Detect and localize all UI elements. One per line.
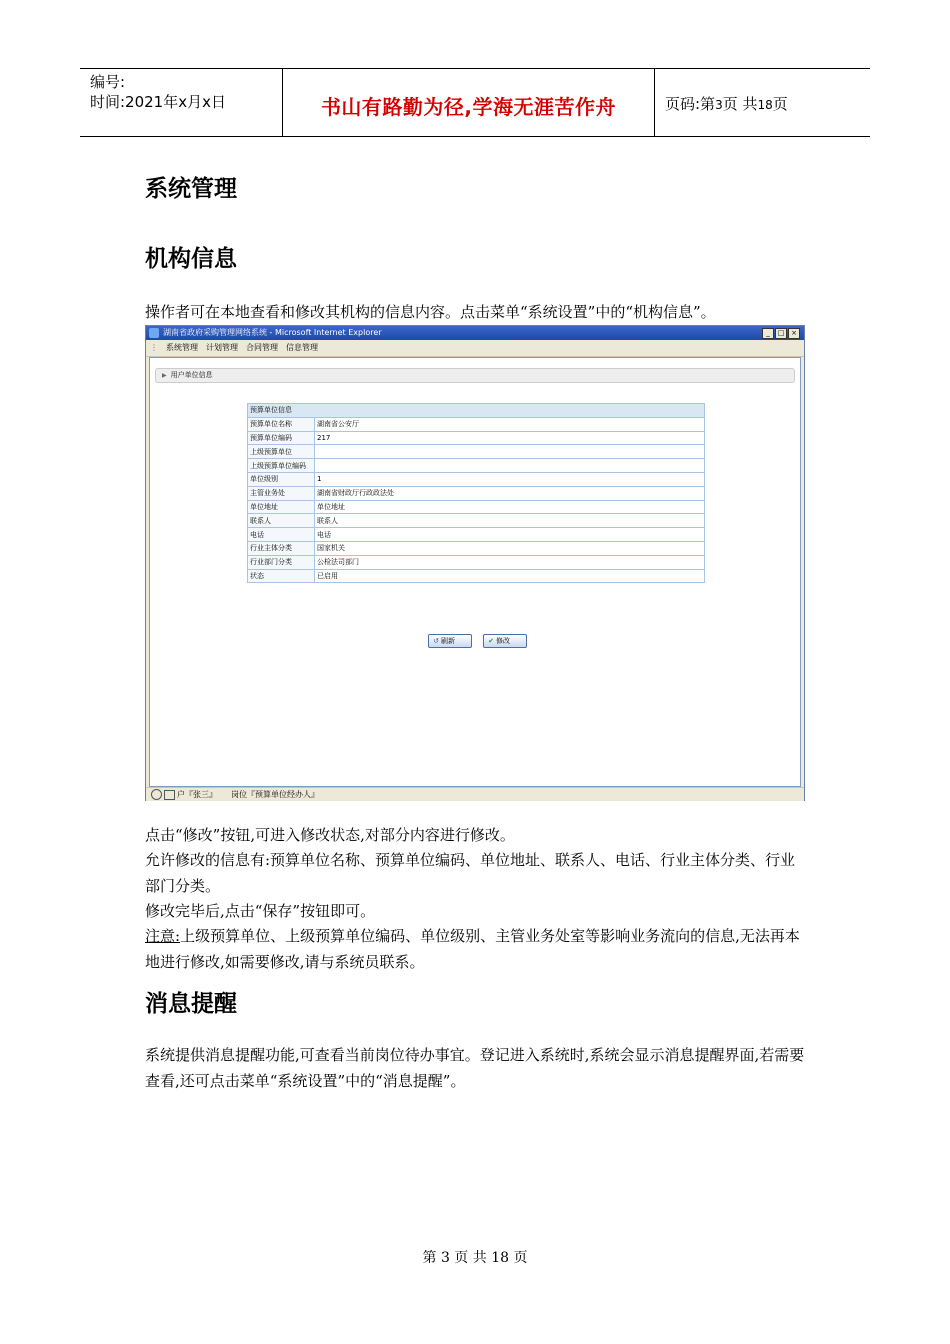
table-row <box>248 417 705 431</box>
field-label: 联系人 <box>248 514 315 528</box>
table-row <box>248 472 705 486</box>
table-row <box>248 500 705 514</box>
edit-label: 修改 <box>496 637 510 645</box>
table-row <box>248 528 705 542</box>
message-paragraph: 系统提供消息提醒功能,可查看当前岗位待办事宜。登记进入系统时,系统会显示消息提醒界面,若需要查看,还可点击菜单“系统设置”中的“消息提醒”。 <box>145 1046 805 1090</box>
page-footer: 第 3 页 共 18 页 <box>422 1250 528 1266</box>
field-value: 已启用 <box>315 569 705 583</box>
heading-system-management: 系统管理 <box>145 176 237 202</box>
field-label: 电话 <box>248 528 315 542</box>
table-row <box>248 486 705 500</box>
field-value: 联系人 <box>315 514 705 528</box>
note-paragraph <box>145 924 810 975</box>
time-label: 时间:2021年x月x日 <box>90 93 226 111</box>
motto: 书山有路勤为径,学海无涯苦作舟 <box>320 95 617 119</box>
table-row <box>248 569 705 583</box>
field-value: 国家机关 <box>315 541 705 555</box>
menu-bar <box>146 340 804 357</box>
status-user: 户『张三』 <box>177 790 217 799</box>
refresh-icon: ↺ <box>433 637 439 645</box>
note-label: 注意: <box>145 927 181 945</box>
page-prefix: 页码:第 <box>665 95 716 113</box>
window-title: 湖南省政府采购管理网络系统 - Microsoft Internet Explorer <box>163 328 382 337</box>
status-post: 岗位『预算单位经办人』 <box>231 790 319 799</box>
header-page-cell <box>655 69 870 136</box>
field-label: 主管业务处 <box>248 486 315 500</box>
field-value <box>315 445 705 459</box>
refresh-label: 刷新 <box>441 637 455 645</box>
page-mid: 页 共 <box>722 95 758 113</box>
status-bar <box>146 787 804 801</box>
field-value: 公检法司部门 <box>315 555 705 569</box>
client-area <box>149 357 801 787</box>
field-value: 电话 <box>315 528 705 542</box>
panel-title: 用户单位信息 <box>170 371 213 379</box>
page-total: 18 <box>757 98 773 112</box>
menu-item-info[interactable]: 信息管理 <box>286 343 318 352</box>
menu-item-system[interactable]: 系统管理 <box>166 343 198 352</box>
field-label: 单位地址 <box>248 500 315 514</box>
intro-paragraph: 操作者可在本地查看和修改其机构的信息内容。点击菜单“系统设置”中的“机构信息”。 <box>145 303 716 321</box>
table-row <box>248 445 705 459</box>
ie-icon <box>149 328 159 338</box>
field-label: 单位级别 <box>248 472 315 486</box>
page-counter <box>665 93 788 114</box>
field-value: 217 <box>315 431 705 445</box>
field-value: 1 <box>315 472 705 486</box>
unit-info-table <box>247 403 705 583</box>
field-label: 行业主体分类 <box>248 541 315 555</box>
click-edit-paragraph: 点击“修改”按钮,可进入修改状态,对部分内容进行修改。 <box>145 826 515 844</box>
field-label: 上级预算单位 <box>248 445 315 459</box>
field-label: 预算单位名称 <box>248 417 315 431</box>
header-motto-cell <box>283 69 655 136</box>
table-title: 预算单位信息 <box>248 404 705 418</box>
page-suffix: 页 <box>772 95 788 113</box>
page-current: 3 <box>715 98 723 112</box>
note-text: 上级预算单位、上级预算单位编码、单位级别、主管业务处室等影响业务流向的信息,无法再本地进行修改,如需要修改,请与系统员联系。 <box>145 927 800 971</box>
field-label: 上级预算单位编码 <box>248 459 315 473</box>
table-row <box>248 541 705 555</box>
status-user-icon <box>164 790 175 800</box>
field-value: 湖南省财政厅行政政法处 <box>315 486 705 500</box>
table-row <box>248 555 705 569</box>
menu-item-contract[interactable]: 合同管理 <box>246 343 278 352</box>
page-header <box>80 68 870 137</box>
field-value: 单位地址 <box>315 500 705 514</box>
save-paragraph: 修改完毕后,点击“保存”按钮即可。 <box>145 902 376 920</box>
maximize-icon[interactable]: □ <box>775 328 787 339</box>
close-icon[interactable]: × <box>788 328 800 339</box>
checkmark-icon: ✔ <box>488 637 494 645</box>
field-value: 湖南省公安厅 <box>315 417 705 431</box>
expand-arrow-icon: ▶ <box>162 372 167 379</box>
table-header-row <box>248 404 705 418</box>
panel-header[interactable] <box>155 368 795 383</box>
menu-item-plan[interactable]: 计划管理 <box>206 343 238 352</box>
window-titlebar <box>146 326 804 340</box>
field-label: 状态 <box>248 569 315 583</box>
refresh-button[interactable] <box>428 634 472 648</box>
number-label: 编号: <box>90 73 126 91</box>
ie-window-screenshot <box>145 325 805 801</box>
action-buttons <box>428 628 538 648</box>
minimize-icon[interactable]: _ <box>762 328 774 339</box>
edit-button[interactable] <box>483 634 527 648</box>
table-row <box>248 431 705 445</box>
menu-grip-icon: ⋮ <box>150 343 158 352</box>
status-globe-icon <box>151 789 162 800</box>
heading-message-reminder: 消息提醒 <box>145 991 237 1017</box>
table-row <box>248 514 705 528</box>
heading-org-info: 机构信息 <box>145 246 237 272</box>
allowed-fields-paragraph: 允许修改的信息有:预算单位名称、预算单位编码、单位地址、联系人、电话、行业主体分类、行业部门分类。 <box>145 851 796 895</box>
field-label: 预算单位编码 <box>248 431 315 445</box>
field-label: 行业部门分类 <box>248 555 315 569</box>
header-info-cell <box>80 69 283 136</box>
table-row <box>248 459 705 473</box>
field-value <box>315 459 705 473</box>
